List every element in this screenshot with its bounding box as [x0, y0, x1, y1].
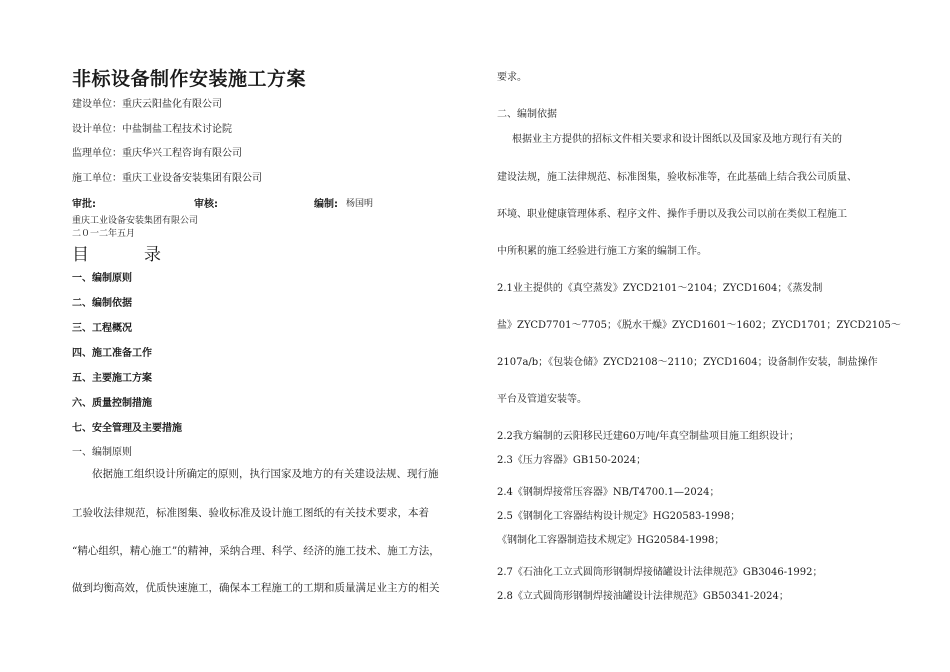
toc-title-b: 录: [144, 245, 161, 265]
basis-line: 环境、职业健康管理体系、程序文件、操作手册以及我公司以前在类似工程施工: [497, 209, 847, 220]
item-2-1-line: 平台及管道安装等。: [497, 394, 587, 405]
supervisor-unit: 监理单位：重庆华兴工程咨询有限公司: [72, 148, 242, 159]
toc-item[interactable]: 五、主要施工方案: [72, 373, 152, 384]
section1-line: 工验收法律规范，标准图集、验收标准及设计施工图纸的有关技术要求，本着: [72, 507, 429, 519]
compile-label: 编制:: [314, 199, 338, 210]
toc-item[interactable]: 二、编制依据: [72, 298, 132, 309]
item-2-1-line: 盐》ZYCD7701～7705；《脱水干燥》ZYCD1601～1602；ZYCD1701；ZYCD2105～: [497, 320, 901, 331]
item-2-1-line: 2.1业主提供的《真空蒸发》ZYCD2101～2104；ZYCD1604；《蒸发制: [497, 283, 823, 294]
approve-label: 审批:: [72, 199, 96, 210]
section1-heading: 一、编制原则: [72, 447, 132, 458]
basis-item: 2.4《钢制焊接常压容器》NB/T4700.1—2024；: [497, 487, 720, 498]
basis-item: 2.7《石油化工立式圆筒形钢制焊接储罐设计法律规范》GB3046-1992；: [497, 567, 823, 578]
contractor-unit: 施工单位：重庆工业设备安装集团有限公司: [72, 173, 262, 184]
basis-item: 《钢制化工容器制造技术规定》HG20584-1998；: [497, 535, 725, 546]
continuation-text: 要求。: [497, 72, 527, 83]
section1-line: 依据施工组织设计所确定的原则，执行国家及地方的有关建设法规、现行施: [92, 468, 439, 480]
toc-item[interactable]: 六、质量控制措施: [72, 398, 152, 409]
designer-unit: 设计单位：中盐制盐工程技术讨论院: [72, 124, 232, 135]
toc-item[interactable]: 七、安全管理及主要措施: [72, 423, 182, 434]
basis-item: 2.3《压力容器》GB150-2024；: [497, 455, 647, 466]
toc-item[interactable]: 三、工程概况: [72, 323, 132, 334]
basis-line: 建设法规，施工法律规范、标准图集，验收标准等，在此基础上结合我公司质量、: [497, 172, 857, 183]
basis-line: 中所积累的施工经验进行施工方案的编制工作。: [497, 246, 707, 257]
compiler-name: 杨国明: [346, 199, 374, 209]
company-name: 重庆工业设备安装集团有限公司: [72, 216, 199, 226]
builder-unit: 建设单位：重庆云阳盐化有限公司: [72, 99, 222, 110]
section1-line: “精心组织，精心施工”的精神，采纳合理、科学、经济的施工技术、施工方法，: [72, 545, 440, 557]
basis-item: 2.2我方编制的云阳移民迁建60万吨/年真空制盐项目施工组织设计；: [497, 431, 799, 442]
document-date: 二０一二年五月: [72, 229, 136, 239]
basis-item: 2.8《立式圆筒形钢制焊接油罐设计法律规范》GB50341-2024；: [497, 591, 789, 602]
basis-line: 根据业主方提供的招标文件相关要求和设计图纸以及国家及地方现行有关的: [512, 134, 842, 145]
review-label: 审核:: [194, 199, 218, 210]
document-title: 非标设备制作安装施工方案: [72, 68, 307, 90]
basis-item: 2.5《钢制化工容器结构设计规定》HG20583-1998；: [497, 511, 741, 522]
item-2-1-line: 2107a/b；《包装仓储》ZYCD2108～2110；ZYCD1604；设备制作安装，制盐操作: [497, 357, 878, 368]
section1-line: 做到均衡高效，优质快速施工，确保本工程施工的工期和质量满足业主方的相关: [72, 582, 440, 594]
toc-item[interactable]: 一、编制原则: [72, 273, 132, 284]
toc-item[interactable]: 四、施工准备工作: [72, 348, 152, 359]
section2-heading: 二、编制依据: [497, 109, 557, 120]
toc-title-a: 目: [72, 245, 89, 265]
